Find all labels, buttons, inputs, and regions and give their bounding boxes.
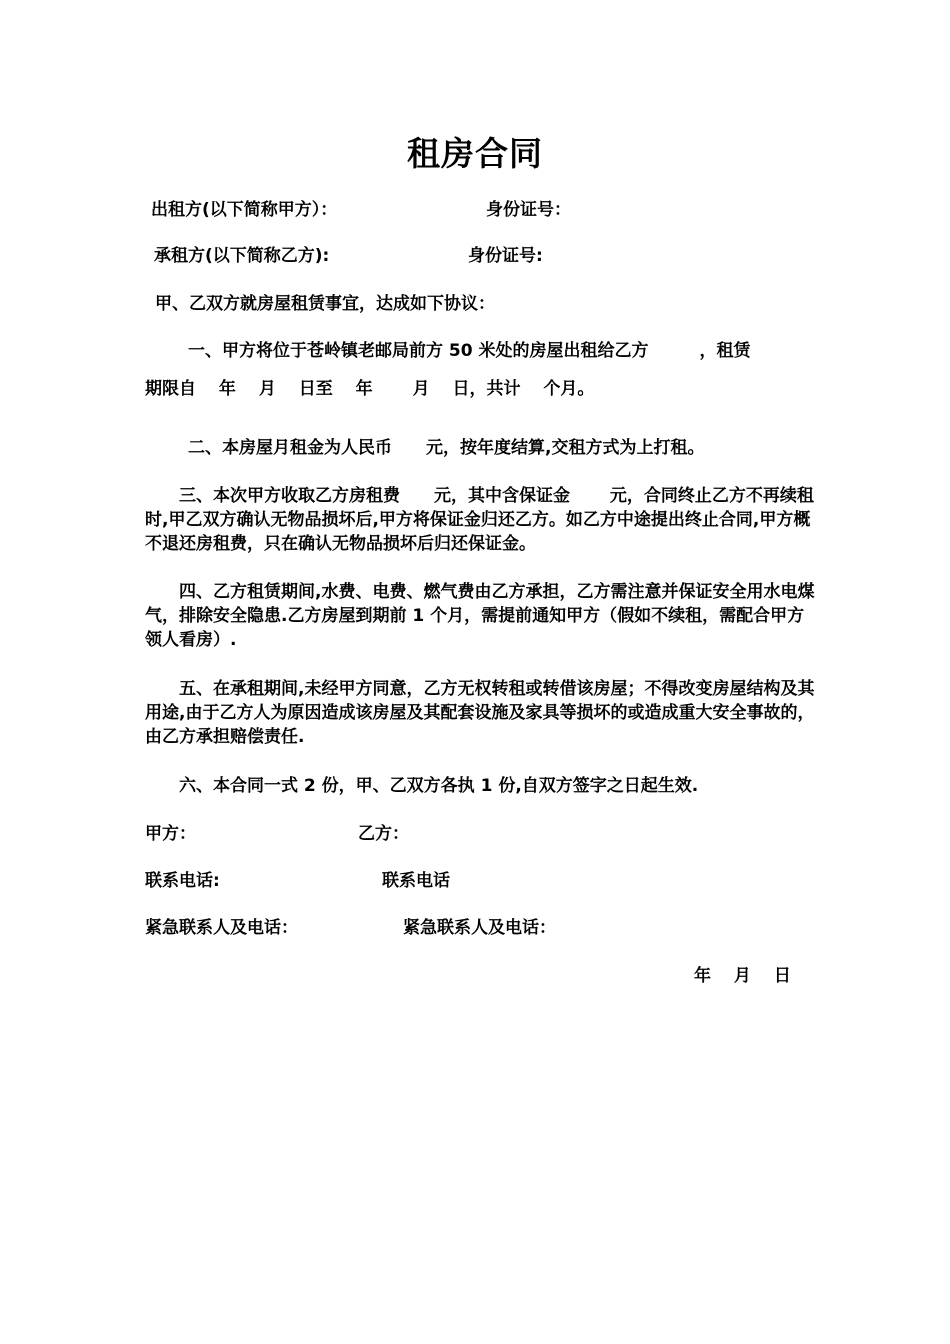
clause-1-line-1: 一、甲方将位于苍岭镇老邮局前方 50 米处的房屋出租给乙方 ，租赁	[188, 341, 751, 361]
lessor-label: 出租方(以下简称甲方）：	[151, 200, 338, 220]
agreement-intro: 甲、乙双方就房屋租赁事宜，达成如下协议：	[155, 294, 495, 314]
party-a-signature: 甲方：	[145, 824, 196, 844]
signing-date: 年 月 日	[694, 966, 791, 986]
lessee-label: 承租方(以下简称乙方):	[154, 246, 330, 266]
party-b-emergency-contact: 紧急联系人及电话：	[403, 918, 556, 938]
clause-4: 四、乙方租赁期间,水费、电费、燃气费由乙方承担，乙方需注意并保证安全用水电煤气，排除安全隐患.乙方房屋到期前 1 个月，需提前通知甲方（假如不续租，需配合甲方领人看房）.	[145, 582, 815, 650]
document-title: 租房合同	[407, 134, 543, 173]
party-b-phone: 联系电话	[382, 871, 450, 891]
party-b-signature: 乙方：	[358, 824, 409, 844]
clause-5: 五、在承租期间,未经甲方同意，乙方无权转租或转借该房屋；不得改变房屋结构及其用途,由于乙方人为原因造成该房屋及其配套设施及家具等损坏的或造成重大安全事故的，由乙方承担赔偿责任.	[145, 679, 815, 747]
clause-3: 三、本次甲方收取乙方房租费 元，其中含保证金 元，合同终止乙方不再续租时,甲乙双方确认无物品损坏后,甲方将保证金归还乙方。如乙方中途提出终止合同,甲方概不退还房租费，只在确认无物品损坏后归还保证金。	[145, 486, 814, 554]
clause-6: 六、本合同一式 2 份，甲、乙双方各执 1 份,自双方签字之日起生效.	[145, 776, 699, 796]
party-a-emergency-contact: 紧急联系人及电话：	[145, 918, 298, 938]
lessor-id-label: 身份证号：	[486, 200, 571, 220]
clause-1-line-2: 期限自 年 月 日至 年 月 日，共计 个月。	[145, 379, 595, 399]
lessee-id-label: 身份证号:	[468, 246, 543, 266]
clause-2: 二、本房屋月租金为人民币 元，按年度结算,交租方式为上打租。	[188, 438, 705, 458]
party-a-phone: 联系电话:	[145, 871, 220, 891]
